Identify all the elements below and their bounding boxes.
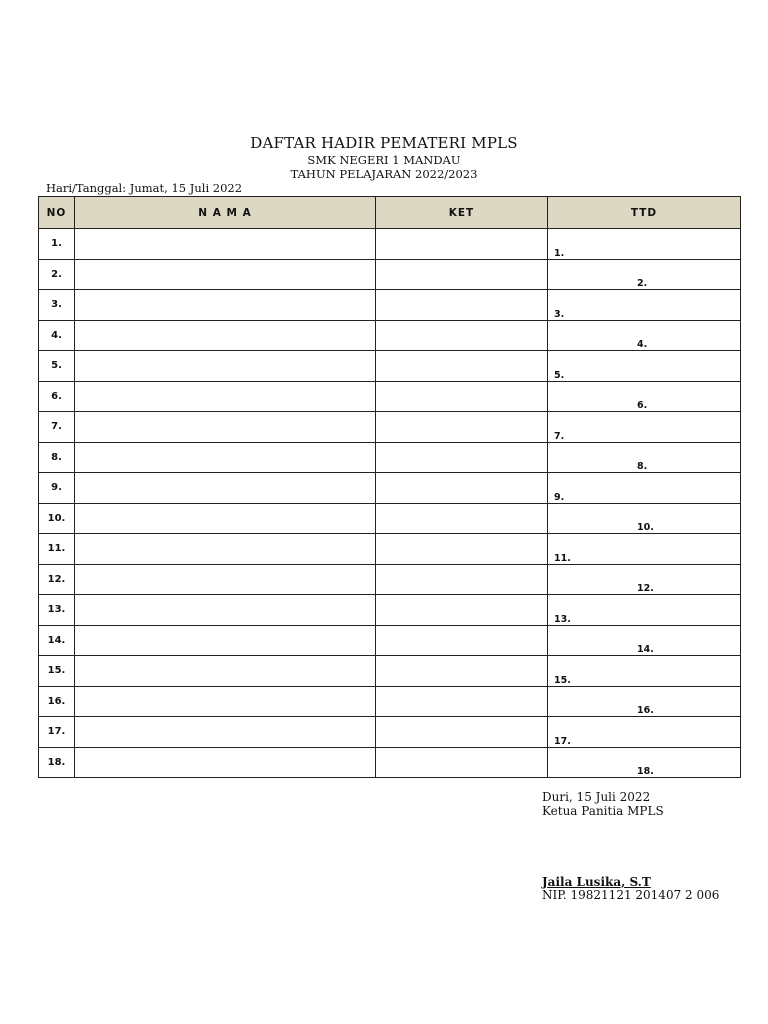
name-cell xyxy=(75,351,376,382)
signature-cell xyxy=(548,412,741,443)
signature-slot-number: 18. xyxy=(637,766,654,777)
name-cell xyxy=(75,229,376,260)
row-number: 2. xyxy=(39,259,75,290)
signature-slot-number: 10. xyxy=(637,522,654,533)
name-cell xyxy=(75,290,376,321)
signature-slot-number: 9. xyxy=(554,491,565,503)
name-cell xyxy=(75,381,376,412)
ket-cell xyxy=(376,625,548,656)
row-number: 3. xyxy=(39,290,75,321)
table-row xyxy=(39,381,741,412)
row-number: 11. xyxy=(39,534,75,565)
signature-slot-number: 13. xyxy=(554,613,571,625)
row-number: 15. xyxy=(39,656,75,687)
row-number: 5. xyxy=(39,351,75,382)
table-row xyxy=(39,564,741,595)
name-cell xyxy=(75,595,376,626)
ket-cell xyxy=(376,503,548,534)
row-number: 4. xyxy=(39,320,75,351)
name-cell xyxy=(75,259,376,290)
name-cell xyxy=(75,564,376,595)
signature-slot-number: 11. xyxy=(554,552,571,564)
signature-cell xyxy=(548,595,741,626)
school-name: SMK NEGERI 1 MANDAU xyxy=(307,153,461,167)
column-header-no: NO xyxy=(39,197,75,229)
table-row xyxy=(39,442,741,473)
table-row xyxy=(39,229,741,260)
signature-cell xyxy=(548,503,741,534)
signature-slot-number: 17. xyxy=(554,735,571,747)
row-number: 6. xyxy=(39,381,75,412)
ket-cell xyxy=(376,351,548,382)
ket-cell xyxy=(376,686,548,717)
signature-cell xyxy=(548,747,741,778)
table-row xyxy=(39,320,741,351)
name-cell xyxy=(75,625,376,656)
ket-cell xyxy=(376,656,548,687)
signature-cell xyxy=(548,534,741,565)
signature-slot-number: 2. xyxy=(637,278,648,289)
ket-cell xyxy=(376,320,548,351)
name-cell xyxy=(75,503,376,534)
academic-year: TAHUN PELAJARAN 2022/2023 xyxy=(290,167,478,181)
ket-cell xyxy=(376,473,548,504)
signature-slot-number: 15. xyxy=(554,674,571,686)
name-cell xyxy=(75,473,376,504)
name-cell xyxy=(75,717,376,748)
table-header-row xyxy=(39,197,741,229)
ket-cell xyxy=(376,717,548,748)
table-row xyxy=(39,717,741,748)
table-row xyxy=(39,747,741,778)
ket-cell xyxy=(376,381,548,412)
table-row xyxy=(39,503,741,534)
table-row xyxy=(39,351,741,382)
ket-cell xyxy=(376,259,548,290)
signature-cell xyxy=(548,351,741,382)
ket-cell xyxy=(376,534,548,565)
column-header-ket: KET xyxy=(376,197,548,229)
signature-cell xyxy=(548,717,741,748)
signature-slot-number: 7. xyxy=(554,430,565,442)
row-number: 9. xyxy=(39,473,75,504)
signature-cell xyxy=(548,625,741,656)
ket-cell xyxy=(376,229,548,260)
table-row xyxy=(39,473,741,504)
ket-cell xyxy=(376,412,548,443)
signature-slot-number: 4. xyxy=(637,339,648,350)
signature-name: Jaila Lusika, S.T xyxy=(542,875,651,889)
table-row xyxy=(39,625,741,656)
ket-cell xyxy=(376,564,548,595)
name-cell xyxy=(75,656,376,687)
attendance-table xyxy=(38,196,741,778)
ket-cell xyxy=(376,442,548,473)
name-cell xyxy=(75,747,376,778)
table-row xyxy=(39,534,741,565)
table-row xyxy=(39,290,741,321)
signature-slot-number: 12. xyxy=(637,583,654,594)
row-number: 1. xyxy=(39,229,75,260)
row-number: 10. xyxy=(39,503,75,534)
signature-slot-number: 5. xyxy=(554,369,565,381)
row-number: 12. xyxy=(39,564,75,595)
signature-slot-number: 1. xyxy=(554,247,565,259)
signature-role: Ketua Panitia MPLS xyxy=(542,804,664,818)
signature-slot-number: 3. xyxy=(554,308,565,320)
ket-cell xyxy=(376,595,548,626)
signature-cell xyxy=(548,686,741,717)
ket-cell xyxy=(376,747,548,778)
signature-nip: NIP. 19821121 201407 2 006 xyxy=(542,888,720,902)
column-header-nama: N A M A xyxy=(75,197,376,229)
row-number: 8. xyxy=(39,442,75,473)
signature-cell xyxy=(548,656,741,687)
row-number: 7. xyxy=(39,412,75,443)
signature-cell xyxy=(548,473,741,504)
signature-cell xyxy=(548,564,741,595)
signature-cell xyxy=(548,290,741,321)
signature-place-date: Duri, 15 Juli 2022 xyxy=(542,790,651,804)
table-row xyxy=(39,412,741,443)
signature-cell xyxy=(548,442,741,473)
signature-slot-number: 6. xyxy=(637,400,648,411)
name-cell xyxy=(75,320,376,351)
table-row xyxy=(39,595,741,626)
table-row xyxy=(39,656,741,687)
signature-slot-number: 16. xyxy=(637,705,654,716)
name-cell xyxy=(75,686,376,717)
signature-cell xyxy=(548,320,741,351)
ket-cell xyxy=(376,290,548,321)
name-cell xyxy=(75,442,376,473)
table-row xyxy=(39,686,741,717)
row-number: 13. xyxy=(39,595,75,626)
name-cell xyxy=(75,534,376,565)
row-number: 18. xyxy=(39,747,75,778)
signature-cell xyxy=(548,259,741,290)
signature-slot-number: 8. xyxy=(637,461,648,472)
row-number: 14. xyxy=(39,625,75,656)
name-cell xyxy=(75,412,376,443)
date-line: Hari/Tanggal: Jumat, 15 Juli 2022 xyxy=(46,181,243,195)
signature-cell xyxy=(548,381,741,412)
table-row xyxy=(39,259,741,290)
row-number: 17. xyxy=(39,717,75,748)
column-header-ttd: TTD xyxy=(548,197,741,229)
page-title: DAFTAR HADIR PEMATERI MPLS xyxy=(250,134,518,152)
signature-cell xyxy=(548,229,741,260)
signature-slot-number: 14. xyxy=(637,644,654,655)
row-number: 16. xyxy=(39,686,75,717)
